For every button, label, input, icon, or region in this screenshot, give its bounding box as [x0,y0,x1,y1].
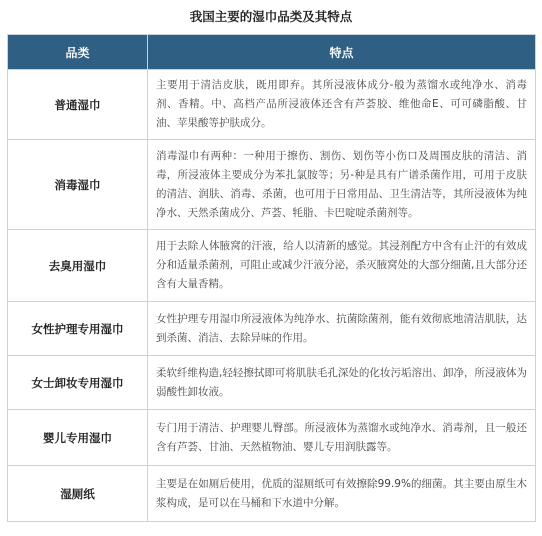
category-cell: 去臭用湿巾 [8,230,148,302]
category-cell: 女性护理专用湿巾 [8,302,148,356]
description-cell: 主要用于清洁皮肤，既用即弃。其所浸液体成分-般为蒸馏水或纯净水、消毒剂、香精。中、高档产品所浸液体还含有芦荟胶、维他命E、可可磷脂酸、甘油、苹果酸等护肤成分。 [148,70,536,140]
column-header-category: 品类 [8,35,148,70]
description-cell: 女性护理专用湿巾所浸液体为纯净水、抗菌除菌剂，能有效彻底地清洁肌肤，达到杀菌、消洁、去除异味的作用。 [148,302,536,356]
description-cell: 专门用于清洁、护理婴儿臀部。所浸液体为蒸馏水或纯净水、消毒剂，且一般还含有芦荟、甘油、天然植物油、婴儿专用润肤露等。 [148,410,536,466]
category-cell: 普通湿巾 [8,70,148,140]
category-cell: 婴儿专用湿巾 [8,410,148,466]
table-row [8,70,536,140]
table-row [8,230,536,302]
category-cell: 湿厕纸 [8,466,148,522]
table-row [8,302,536,356]
table-body [8,70,536,522]
description-cell: 用于去除人体腋窝的汗液，给人以清新的感觉。其浸剂配方中含有止汗的有效成分和适量杀菌剂，可阻止或减少汗液分泌，杀灭腋窝处的大部分细菌,且大部分还含有大量香精。 [148,230,536,302]
column-header-features: 特点 [148,35,536,70]
page-title: 我国主要的湿巾品类及其特点 [189,9,353,24]
description-cell: 主要是在如厕后使用，优质的湿厕纸可有效擦除99.9%的细菌。其主要由原生木浆构成，是可以在马桶和下水道中分解。 [148,466,536,522]
description-cell: 柔软纤维构造,轻轻擦拭即可将肌肤毛孔深处的化妆污垢溶出、卸净，所浸液体为弱酸性卸妆液。 [148,356,536,410]
description-cell: 消毒湿巾有两种：一种用于擦伤、割伤、划伤等小伤口及周围皮肤的清洁、消毒，所浸液体主要成分为苯扎氯胺等；另-种是具有广谱杀菌作用，可用于皮肤的清洁、润肤、消毒、杀菌，也可用于日常用品、卫生清洁等，其所浸液体为纯净水、天然杀菌成分、芦荟、牦脂、卡巴啶啶杀菌剂等。 [148,140,536,230]
table-row [8,466,536,522]
header-row [8,35,536,70]
product-table [7,34,536,522]
table-row [8,356,536,410]
category-cell: 女士卸妆专用湿巾 [8,356,148,410]
table-row [8,140,536,230]
category-cell: 消毒湿巾 [8,140,148,230]
table-header [8,35,536,70]
table-row [8,410,536,466]
